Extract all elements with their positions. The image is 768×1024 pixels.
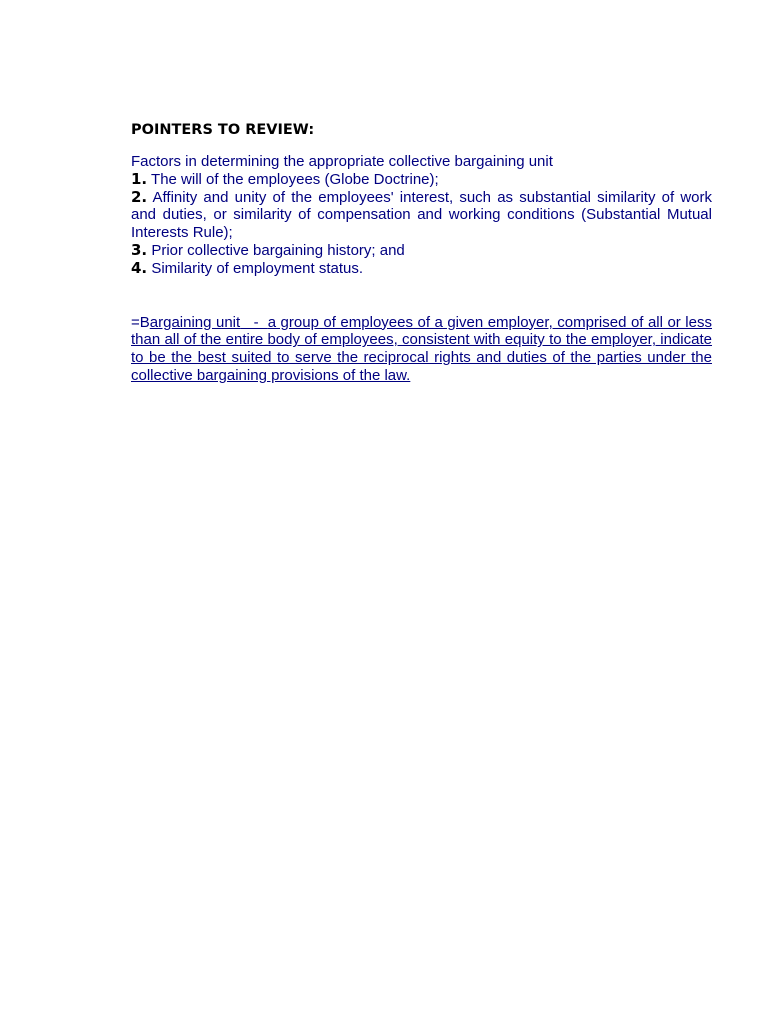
document-page [131,120,712,385]
factor-number: 2. [131,187,148,206]
factor-item [131,189,712,242]
definition-separator: - [240,313,268,331]
factor-item [131,260,712,278]
page-heading: POINTERS TO REVIEW: [131,122,315,138]
intro-line: Factors in determining the appropriate collective bargaining unit [131,153,553,170]
factor-item [131,242,712,260]
definition-term: argaining unit [149,313,241,331]
factor-text: The will of the employees (Globe Doctrine); [151,170,439,188]
definition-prefix: =B [131,313,150,331]
factor-number: 4. [131,258,148,277]
definition-text: a group of employees of a given employer, comprised of all or less than all of the entire body of employees, consistent with equity to the employer, indicate to be the best suited to serve the reciprocal rights and duties of the parties under the collective bargaining provisions of the law. [131,313,712,384]
factor-text: Affinity and unity of the employees' interest, such as substantial similarity of work and duties, or similarity of compensation and working conditions (Substantial Mutual Interests Rule); [131,188,712,242]
factor-number: 1. [131,169,148,188]
factor-number: 3. [131,240,148,259]
definition-paragraph [131,314,712,385]
factor-text: Prior collective bargaining history; and [151,241,405,259]
factor-item [131,171,712,189]
factor-text: Similarity of employment status. [151,259,364,277]
